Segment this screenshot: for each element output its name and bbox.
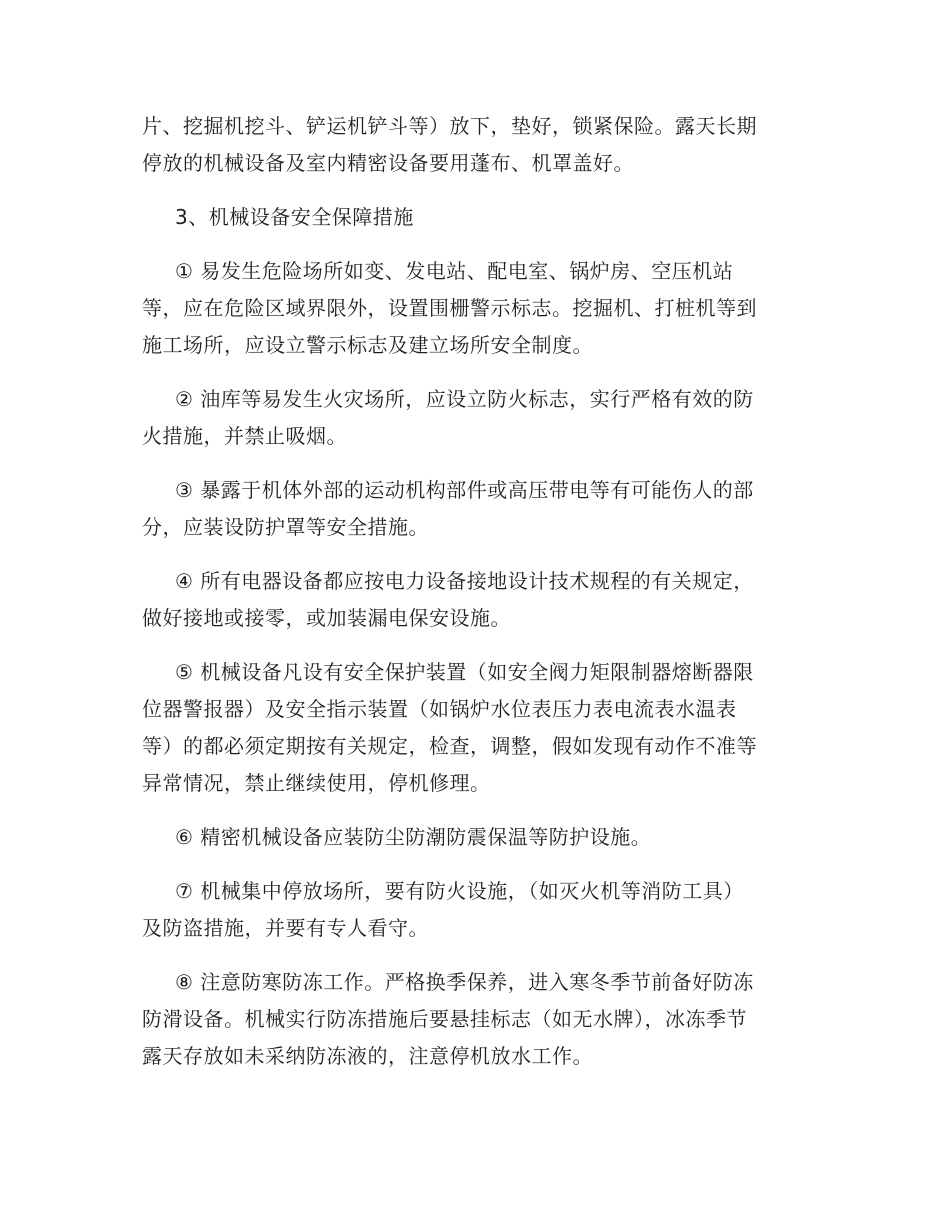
paragraph-item-3 <box>142 472 808 546</box>
text-line: 位器警报器）及安全指示装置（如锅炉水位表压力表电流表水温表 <box>142 697 737 721</box>
paragraph-item-1 <box>142 253 808 364</box>
paragraph-item-4 <box>142 563 808 637</box>
document-body <box>142 108 808 1092</box>
paragraph-item-6 <box>142 819 808 856</box>
paragraph-item-5 <box>142 654 808 802</box>
text-line: 停放的机械设备及室内精密设备要用蓬布、机罩盖好。 <box>142 151 634 175</box>
paragraph-item-7 <box>142 873 808 947</box>
text-line: ③ 暴露于机体外部的运动机构部件或高压带电等有可能伤人的部 <box>175 478 754 502</box>
text-line: ② 油库等易发生火灾场所，应设立防火标志，实行严格有效的防 <box>175 387 754 411</box>
text-line: 分，应装设防护罩等安全措施。 <box>142 515 429 539</box>
text-line: ⑥ 精密机械设备应装防尘防潮防震保温等防护设施。 <box>175 825 652 849</box>
text-line: 异常情况，禁止继续使用，停机修理。 <box>142 771 491 795</box>
text-line: 做好接地或接零，或加装漏电保安设施。 <box>142 606 511 630</box>
paragraph-item-8 <box>142 964 808 1075</box>
paragraph-continuation <box>142 108 808 182</box>
text-line: ① 易发生危险场所如变、发电站、配电室、锅炉房、空压机站 <box>175 259 734 283</box>
text-line: ⑧ 注意防寒防冻工作。严格换季保养，进入寒冬季节前备好防冻 <box>175 970 754 994</box>
paragraph-item-2 <box>142 381 808 455</box>
text-line: ④ 所有电器设备都应按电力设备接地设计技术规程的有关规定， <box>175 569 754 593</box>
text-line: 火措施，并禁止吸烟。 <box>142 424 347 448</box>
text-line: ⑤ 机械设备凡设有安全保护装置（如安全阀力矩限制器熔断器限 <box>175 660 754 684</box>
text-line: 防滑设备。机械实行防冻措施后要悬挂标志（如无水牌），冰冻季节 <box>142 1007 747 1031</box>
text-line: ⑦ 机械集中停放场所，要有防火设施，（如灭火机等消防工具） <box>175 879 744 903</box>
text-line: 等）的都必须定期按有关规定，检查，调整，假如发现有动作不准等 <box>142 734 757 758</box>
text-line: 3、机械设备安全保障措施 <box>175 205 414 229</box>
text-line: 及防盗措施，并要有专人看守。 <box>142 916 429 940</box>
text-line: 等，应在危险区域界限外，设置围栅警示标志。挖掘机、打桩机等到 <box>142 296 757 320</box>
text-line: 片、挖掘机挖斗、铲运机铲斗等）放下，垫好，锁紧保险。露天长期 <box>142 114 757 138</box>
section-heading <box>142 199 808 236</box>
text-line: 施工场所，应设立警示标志及建立场所安全制度。 <box>142 333 593 357</box>
text-line: 露天存放如未采纳防冻液的，注意停机放水工作。 <box>142 1044 593 1068</box>
